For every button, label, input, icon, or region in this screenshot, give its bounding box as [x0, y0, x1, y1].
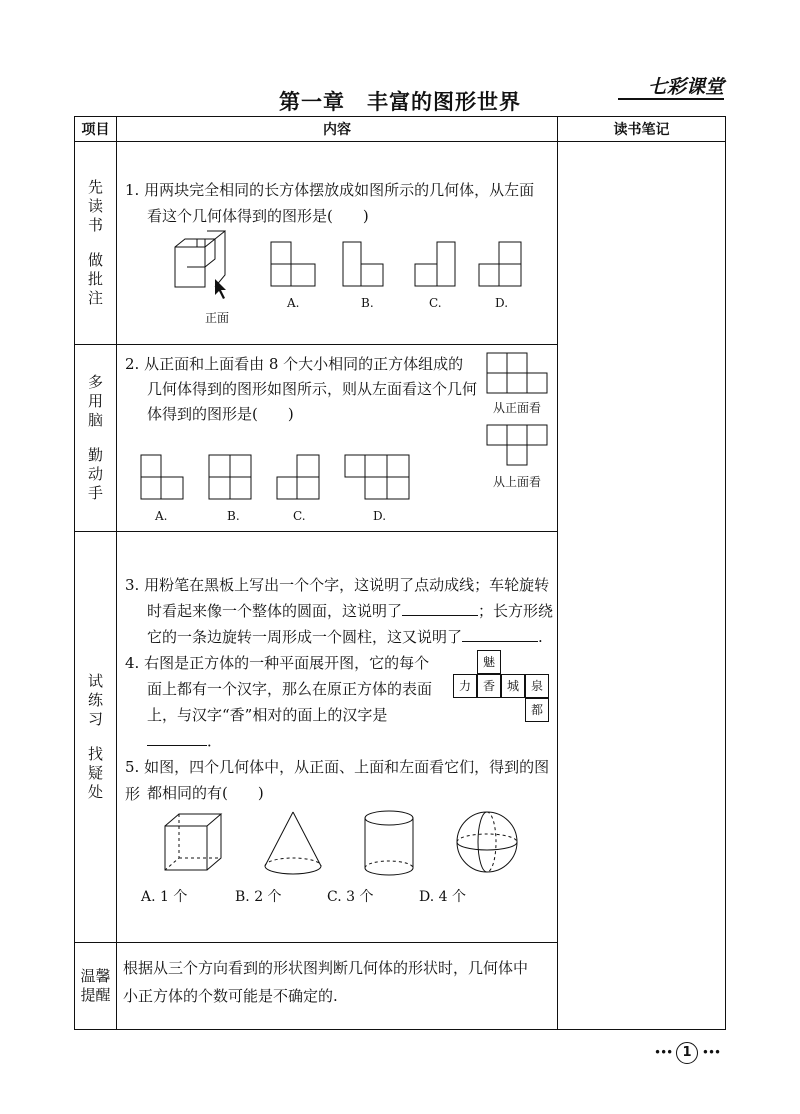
q3-answer-blank-1[interactable] [402, 599, 478, 616]
sphere-figure [453, 808, 523, 878]
tip-text-2: 小正方体的个数可能是不确定的. [123, 987, 338, 1005]
section-line: 做批注 [87, 251, 103, 307]
q4-line-4 [147, 728, 447, 755]
q2-option-a-figure [139, 453, 187, 501]
q1-option-b-figure [341, 240, 389, 288]
section-label-think [75, 345, 117, 532]
content-cell-q3-q5 [117, 532, 558, 943]
q5-option-b[interactable]: B. 2 个 [235, 889, 282, 905]
q2-text-3: 体得到的图形是( ) [147, 405, 294, 423]
q1-option-c-figure [413, 240, 461, 288]
section-label-read [75, 142, 117, 345]
q5-option-a[interactable]: A. 1 个 [141, 889, 188, 905]
two-cuboid-figure [167, 237, 247, 297]
content-cell-q1 [117, 142, 558, 345]
section-line: 勤动手 [87, 446, 103, 502]
q1-text-1: 1. 用两块完全相同的长方体摆放成如图所示的几何体，从左面 [125, 181, 535, 199]
brand-logo: 七彩课堂 [647, 76, 724, 98]
q5-option-d[interactable]: D. 4 个 [419, 889, 466, 905]
net-face: 魅 [477, 650, 501, 674]
q1-option-a[interactable]: A. [287, 296, 300, 310]
q2-option-b[interactable]: B. [227, 509, 240, 523]
q4-text-4: ． [207, 732, 223, 750]
section-line: 先读书 [87, 178, 103, 234]
q5-option-c[interactable]: C. 3 个 [327, 889, 374, 905]
section-line: 多用脑 [87, 373, 103, 429]
col-header-notes: 读书笔记 [558, 117, 726, 142]
front-label: 正面 [205, 311, 230, 325]
tip-text-1: 根据从三个方向看到的形状图判断几何体的形状时，几何体中 [123, 959, 529, 977]
q5-text-1: 5. 如图，四个几何体中，从正面、上面和左面看它们，得到的图形 [125, 758, 550, 803]
study-table [74, 116, 726, 1030]
q3-line-3 [147, 624, 557, 651]
notes-column[interactable] [558, 142, 726, 1030]
q2-text-1: 2. 从正面和上面看由 8 个大小相同的正方体组成的 [125, 355, 464, 373]
q3-text-3b: . [538, 628, 543, 646]
q3-answer-blank-2[interactable] [462, 625, 538, 642]
table-header-row [75, 117, 726, 142]
dots-right: ••• [701, 1045, 721, 1060]
q1-option-c[interactable]: C. [429, 296, 442, 310]
content-cell-q2 [117, 345, 558, 532]
q3-text-1: 3. 用粉笔在黑板上写出一个个字，这说明了点动成线；车轮旋转 [125, 576, 550, 594]
dots-left: ••• [654, 1045, 673, 1060]
col-header-content: 内容 [117, 117, 558, 142]
net-face: 泉 [525, 674, 549, 698]
q2-top-view-label: 从上面看 [493, 475, 542, 489]
q2-option-b-figure [207, 453, 255, 501]
page-number: 1 [676, 1042, 698, 1064]
title-rule [618, 98, 724, 100]
cube-figure [161, 812, 227, 878]
net-face: 都 [525, 698, 549, 722]
q4-answer-blank[interactable] [147, 729, 207, 746]
section-line: 找疑处 [87, 745, 103, 801]
q2-option-d[interactable]: D. [373, 509, 387, 523]
q3-text-2a: 时看起来像一个整体的圆面，这说明了 [147, 602, 403, 620]
col-header-item: 项目 [75, 117, 117, 142]
section-line: 提醒 [80, 986, 111, 1004]
q4-text-3: 上，与汉字“香”相对的面上的汉字是 [147, 706, 388, 724]
cone-figure [259, 808, 327, 878]
q3-text-2b: ；长方形绕 [478, 602, 554, 620]
q2-front-view [485, 351, 551, 395]
q3-line-2 [147, 598, 557, 625]
q1-text-2: 看这个几何体得到的图形是( ) [147, 207, 369, 225]
q3-text-3a: 它的一条边旋转一周形成一个圆柱，这又说明了 [147, 628, 463, 646]
q2-front-view-label: 从正面看 [493, 401, 542, 415]
net-face: 力 [453, 674, 477, 698]
section-label-practice [75, 532, 117, 943]
q1-option-b[interactable]: B. [361, 296, 374, 310]
q2-text-2: 几何体得到的图形如图所示，则从左面看这个几何 [147, 380, 478, 398]
page-number-badge [654, 1042, 720, 1064]
cylinder-figure [361, 808, 421, 880]
q2-option-c-figure [275, 453, 323, 501]
q4-text-1: 4. 右图是正方体的一种平面展开图，它的每个 [125, 654, 430, 672]
q2-top-view [485, 423, 551, 467]
q4-text-2: 面上都有一个汉字，那么在原正方体的表面 [147, 680, 433, 698]
page-title: 第一章 丰富的图形世界 [279, 89, 521, 114]
q5-text-2: 都相同的有( ) [147, 784, 264, 802]
q1-option-d-figure [477, 240, 525, 288]
section-line: 试练习 [87, 672, 103, 728]
section-label-tip [75, 943, 117, 1030]
q2-option-c[interactable]: C. [293, 509, 306, 523]
table-row [75, 142, 726, 345]
net-face: 城 [501, 674, 525, 698]
content-cell-tip [117, 943, 558, 1030]
q2-option-d-figure [343, 453, 413, 501]
q2-option-a[interactable]: A. [155, 509, 168, 523]
q1-option-a-figure [269, 240, 317, 288]
net-face: 香 [477, 674, 501, 698]
q1-option-d[interactable]: D. [495, 296, 509, 310]
section-line: 温馨 [80, 967, 111, 985]
